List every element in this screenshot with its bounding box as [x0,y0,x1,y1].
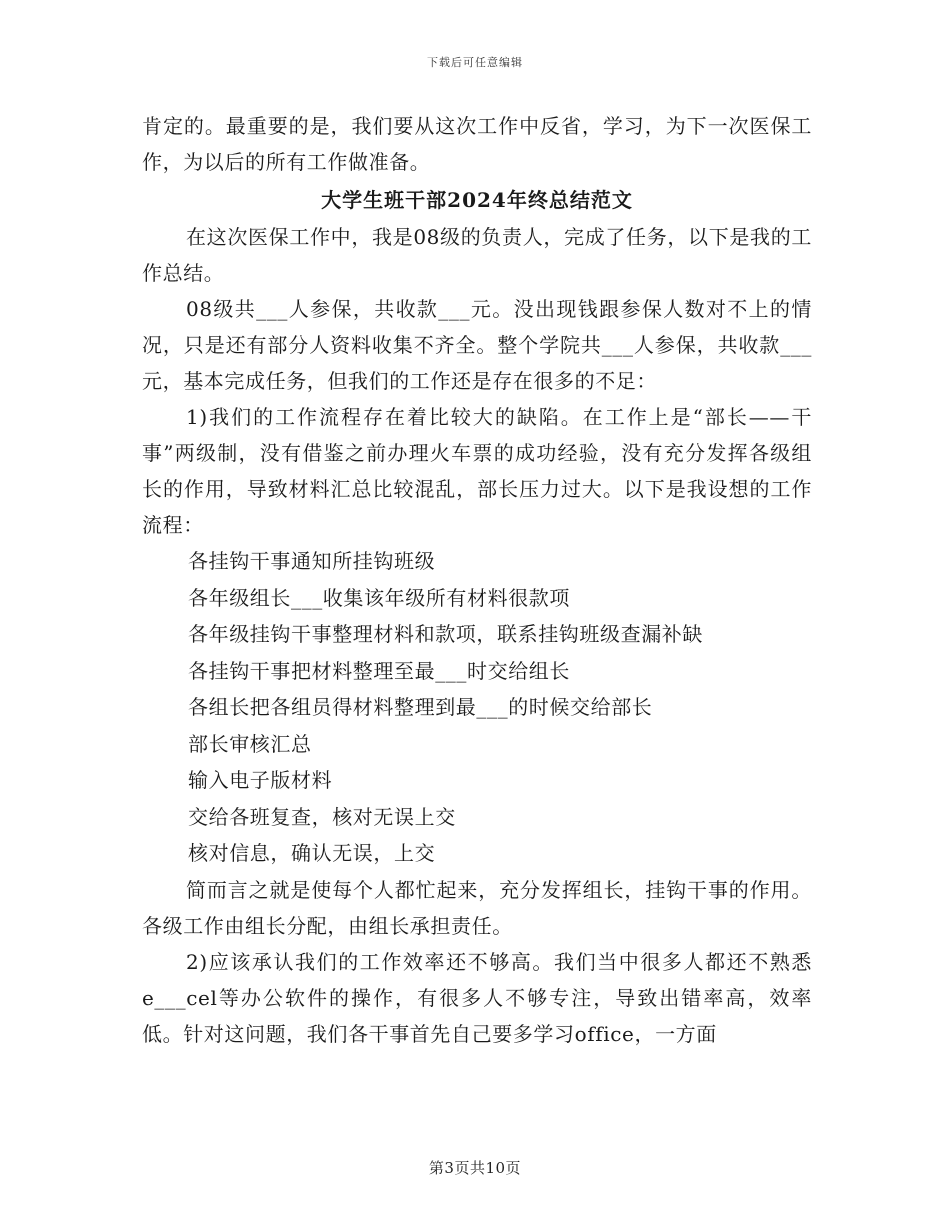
document-body [142,108,812,1052]
workflow-step: 各年级挂钩干事整理材料和款项，联系挂钩班级查漏补缺 [188,622,703,646]
workflow-step: 各年级组长___收集该年级所有材料很款项 [188,585,570,610]
paragraph-4: 简而言之就是使每个人都忙起来，充分发挥组长，挂钩干事的作用。各级工作由组长分配，由组长承担责任。 [142,877,812,938]
workflow-step: 交给各班复查，核对无误上交 [188,804,456,829]
workflow-step: 部长审核汇总 [188,731,312,756]
article-title: 大学生班干部2024年终总结范文 [321,188,633,212]
page-footer: 第3页共10页 [428,1159,522,1177]
paragraph-1: 在这次医保工作中，我是08级的负责人，完成了任务，以下是我的工作总结。 [142,225,812,285]
paragraph-3: 1)我们的工作流程存在着比较大的缺陷。在工作上是“部长——干事”两级制，没有借鉴之前办理火车票的成功经验，没有充分发挥各级组长的作用，导致材料汇总比较混乱，部长压力过大。以下是我设想的工作流程： [142,405,812,537]
workflow-step: 各挂钩干事把材料整理至最___时交给组长 [188,658,570,683]
page-header: 下载后可任意编辑 [427,56,523,69]
workflow-step: 各组长把各组员得材料整理到最___的时候交给部长 [188,695,653,719]
workflow-step: 各挂钩干事通知所挂钩班级 [188,549,436,573]
workflow-list [142,543,812,872]
paragraph-5: 2)应该承认我们的工作效率还不够高。我们当中很多人都还不熟悉e___cel等办公软件的操作，有很多人不够专注，导致出错率高，效率低。针对这问题，我们各干事首先自己要多学习office，一方面 [142,949,812,1046]
intro-paragraph: 肯定的。最重要的是，我们要从这次工作中反省，学习，为下一次医保工作，为以后的所有工作做准备。 [142,114,812,174]
workflow-step: 核对信息，确认无误，上交 [188,841,436,865]
paragraph-2: 08级共___人参保，共收款___元。没出现钱跟参保人数对不上的情况，只是还有部分人资料收集不齐全。整个学院共___人参保，共收款___元，基本完成任务，但我们的工作还是存在很多的不足： [142,297,812,393]
workflow-step: 输入电子版材料 [188,768,333,792]
